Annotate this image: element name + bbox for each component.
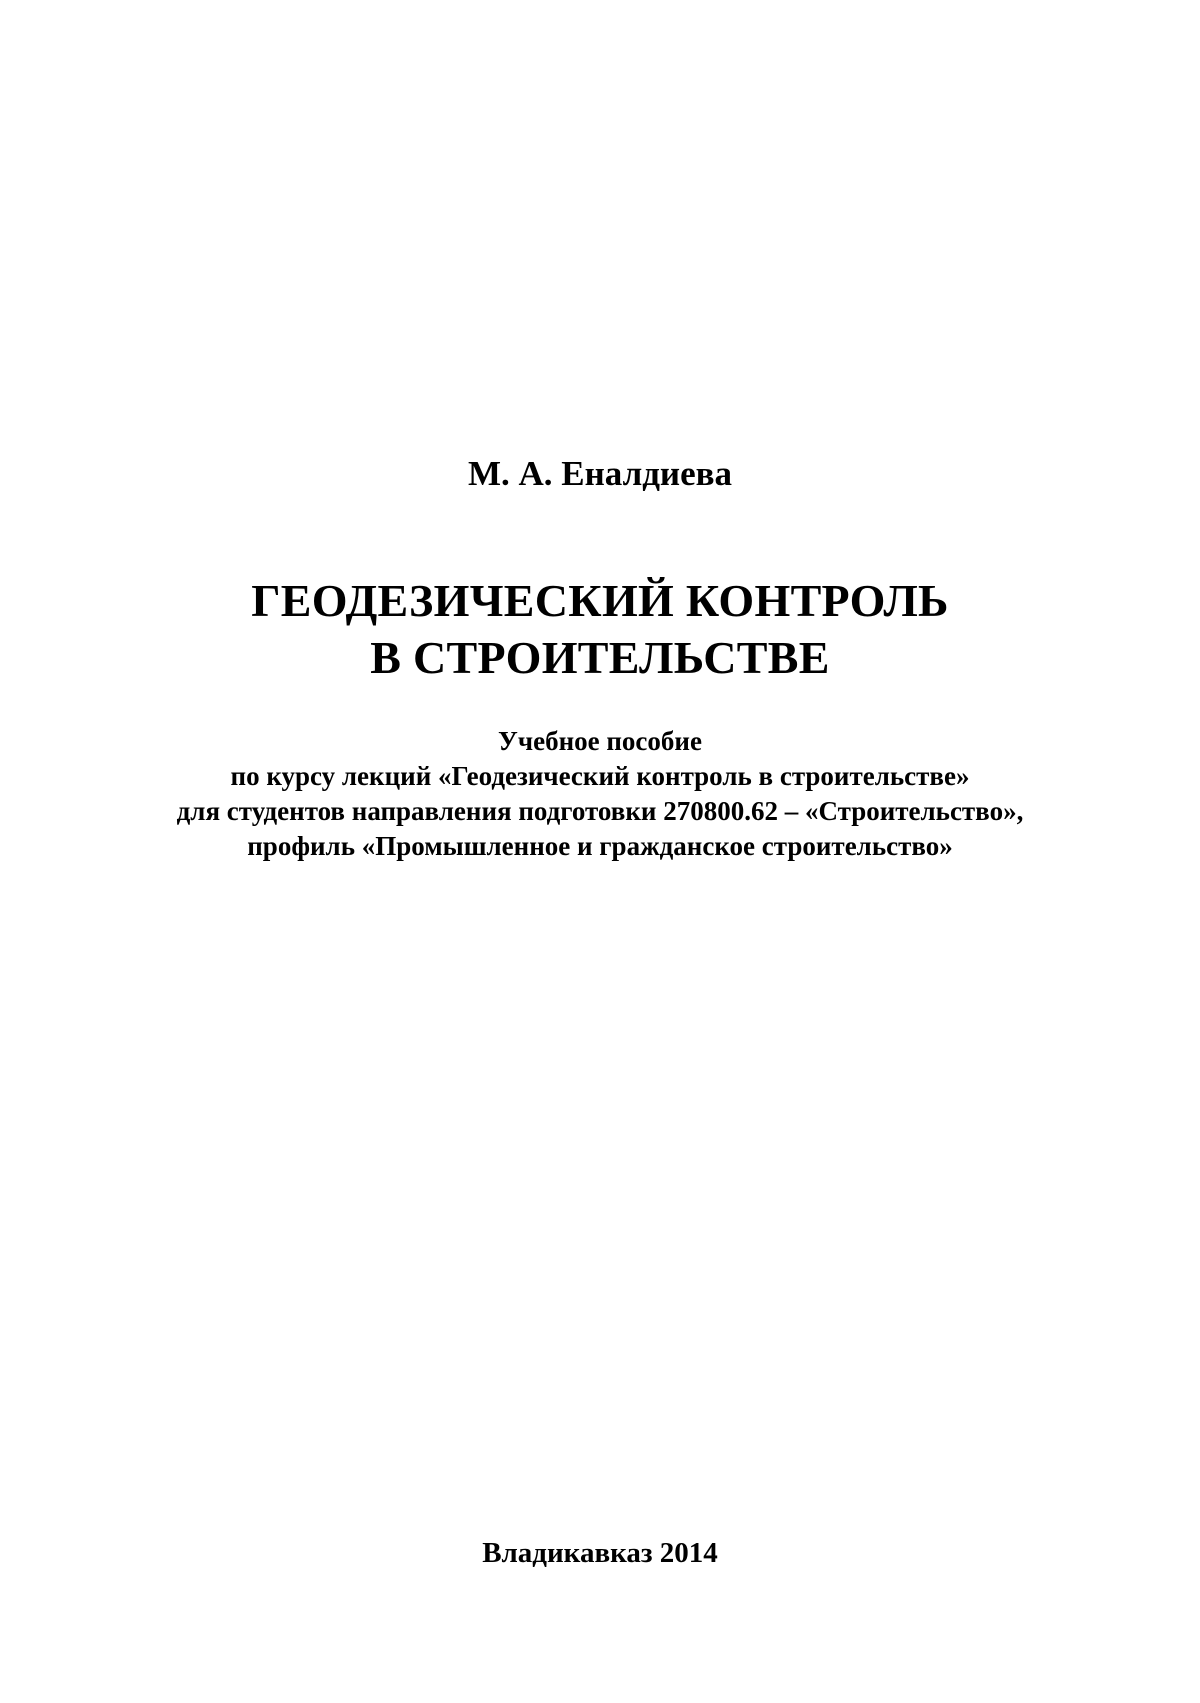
program-description: для студентов направления подготовки 270800.62 – «Строительство», [176,796,1024,826]
publication-type: Учебное пособие [498,726,702,756]
book-title-line-1: ГЕОДЕЗИЧЕСКИЙ КОНТРОЛЬ [251,575,949,626]
course-description: по курсу лекций «Геодезический контроль в строительстве» [230,761,970,791]
profile-description: профиль «Промышленное и гражданское строительство» [247,831,953,861]
imprint-place-year: Владикавказ 2014 [482,1537,718,1569]
book-title-line-2: В СТРОИТЕЛЬСТВЕ [370,632,830,683]
author-name: М. А. Еналдиева [467,454,733,493]
